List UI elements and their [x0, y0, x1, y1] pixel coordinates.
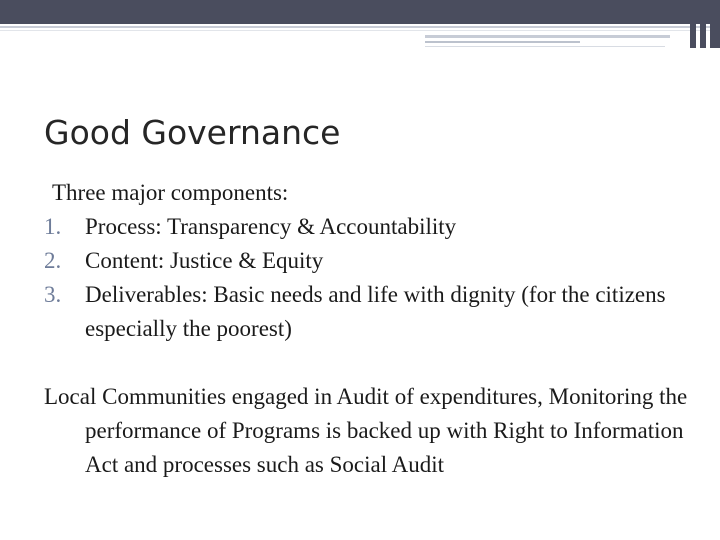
list-item-number: 1.: [44, 214, 62, 239]
right-decorative-stripe: [710, 0, 720, 48]
accent-line-thin: [425, 46, 665, 47]
components-intro: Three major components:: [52, 180, 289, 205]
list-item-text: Deliverables: Basic needs and life with dignity (for the citizens especially the poorest): [85, 282, 666, 341]
slide-title: Good Governance: [44, 113, 341, 152]
list-item: [44, 244, 704, 278]
community-audit-paragraph: Local Communities engaged in Audit of expenditures, Monitoring the performance of Programs is backed up with Right to Information Act and processes such as Social Audit: [44, 384, 688, 477]
top-decorative-line: [0, 26, 720, 28]
accent-line-long: [425, 35, 670, 38]
top-decorative-bar: [0, 0, 720, 24]
right-decorative-stripe: [690, 0, 696, 48]
accent-line-short: [425, 41, 580, 43]
list-item-text: Process: Transparency & Accountability: [85, 214, 457, 239]
list-item: [44, 210, 704, 244]
top-decorative-line-thin: [0, 30, 720, 31]
right-decorative-stripe: [700, 0, 706, 48]
list-item-number: 2.: [44, 248, 62, 273]
components-list: [44, 210, 704, 346]
list-item-number: 3.: [44, 282, 62, 307]
slide-body: [44, 176, 704, 482]
list-item-text: Content: Justice & Equity: [85, 248, 324, 273]
list-item: [44, 278, 704, 346]
